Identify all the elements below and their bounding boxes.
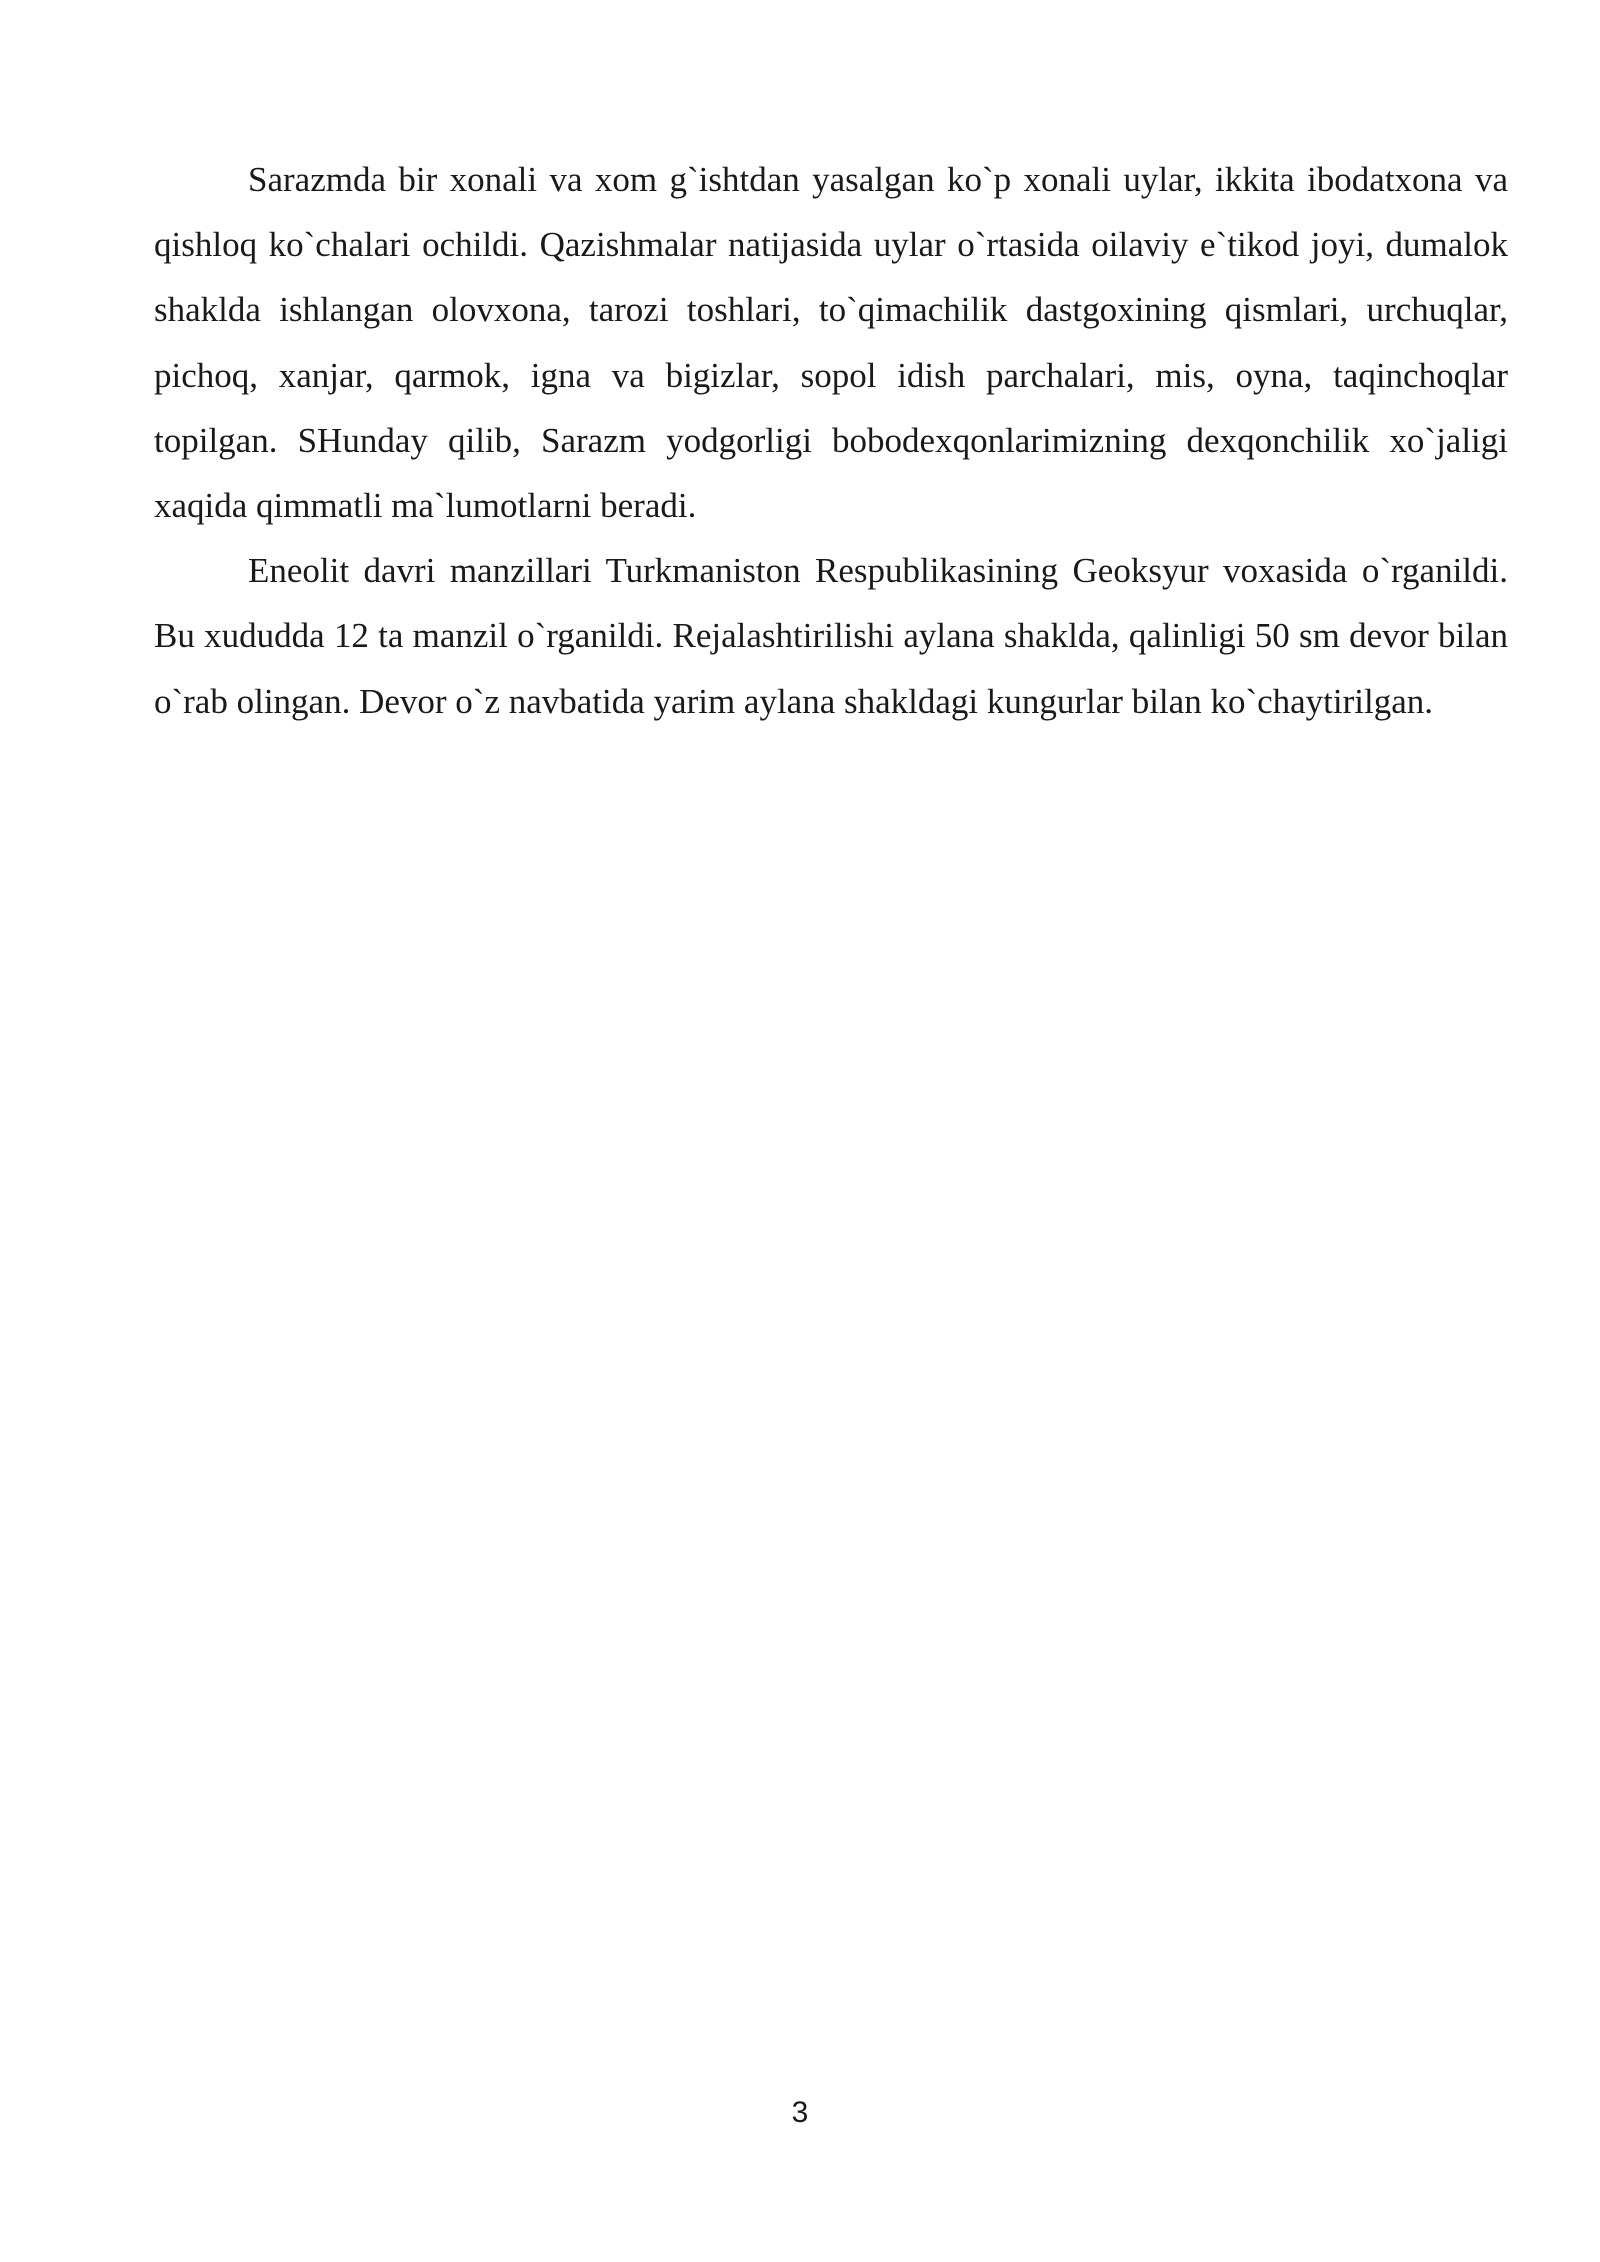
paragraph-eneolit: Eneolit davri manzillari Turkmaniston Respublikasining Geoksyur voxasida o`rganildi. Bu xududda 12 ta manzil o`rganildi. Rejalashtirilishi aylana shaklda, qalinligi 50 sm devor bilan o`rab olingan. Devor o`z navbatida yarim aylana shakldagi kungurlar bilan ko`chaytirilgan. bbox=[154, 551, 1508, 721]
paragraph-sarazm: Sarazmda bir xonali va xom g`ishtdan yasalgan ko`p xonali uylar, ikkita ibodatxona va qishloq ko`chalari ochildi. Qazishmalar natijasida uylar o`rtasida oilaviy e`tikod joyi, dumalok shaklda ishlangan olovxona, tarozi toshlari, to`qimachilik dastgoxining qismlari, urchuqlar, pichoq, xanjar, qarmok, igna va bigizlar, sopol idish parchalari, mis, oyna, taqinchoqlar topilgan. SHunday qilib, Sarazm yodgorligi bobodexqonlarimizning dexqonchilik xo`jaligi xaqida qimmatli ma`lumotlarni beradi. bbox=[154, 160, 1508, 526]
document-body bbox=[154, 147, 1508, 734]
page-number: 3 bbox=[791, 2096, 809, 2129]
